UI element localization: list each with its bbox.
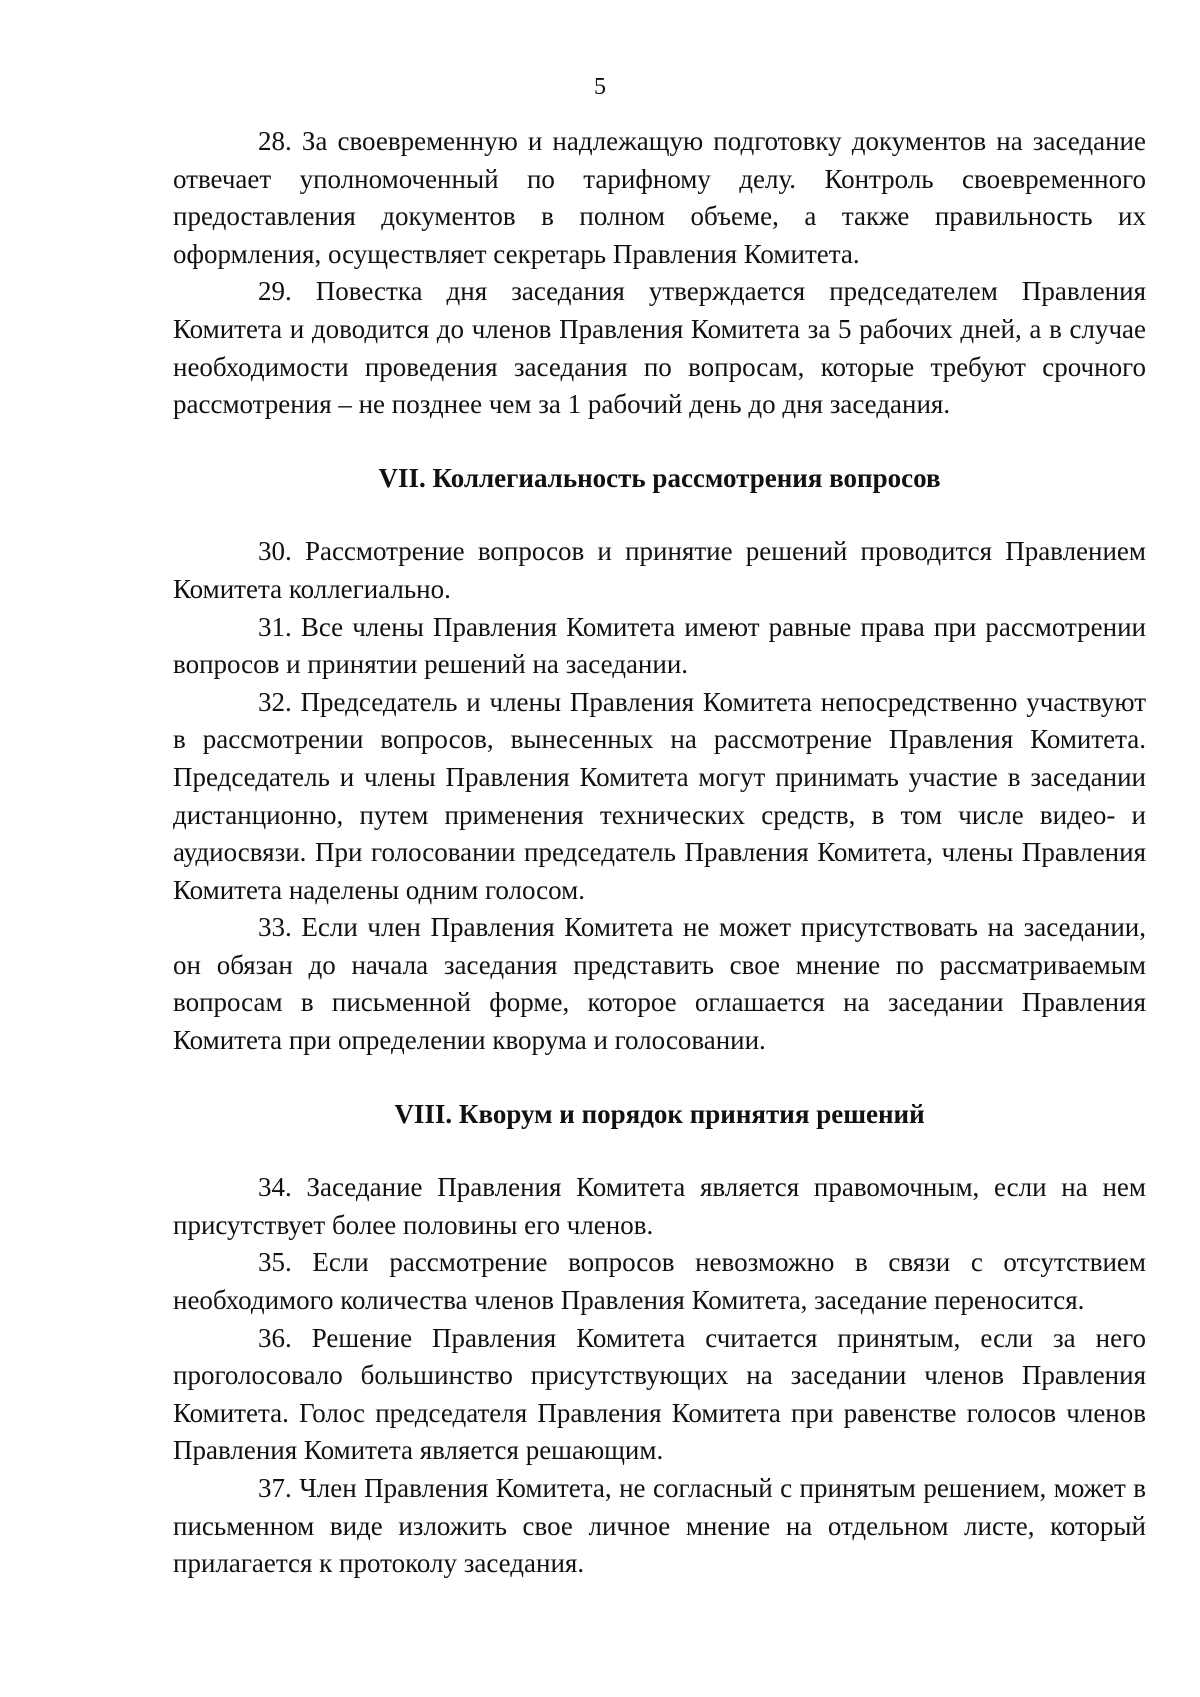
paragraph-35: 35. Если рассмотрение вопросов невозможно в связи с отсутствием необходимого количества членов Правления Комитета, заседание переносится. [173,1247,1146,1316]
paragraph-37: 37. Член Правления Комитета, не согласный с принятым решением, может в письменном виде изложить свое личное мнение на отдельном листе, который прилагается к протоколу заседания. [173,1473,1146,1579]
paragraph-29: 29. Повестка дня заседания утверждается председателем Правления Комитета и доводится до членов Правления Комитета за 5 рабочих дней, а в случае необходимости проведения заседания по вопросам, которые требуют срочного рассмотрения – не позднее чем за 1 рабочий день до дня заседания. [173,276,1146,420]
section-heading-vii: VII. Коллегиальность рассмотрения вопросов [378,462,941,493]
document-body [173,123,1146,1583]
paragraph-36: 36. Решение Правления Комитета считается принятым, если за него проголосовало большинство присутствующих на заседании членов Правления Комитета. Голос председателя Правления Комитета при равенстве голосов членов Правления Комитета является решающим. [173,1322,1146,1466]
page-number: 5 [594,74,606,100]
paragraph-33: 33. Если член Правления Комитета не может присутствовать на заседании, он обязан до начала заседания представить свое мнение по рассматриваемым вопросам в письменной форме, которое оглашается на заседании Правления Комитета при определении кворума и голосовании. [173,912,1146,1056]
paragraph-32: 32. Председатель и члены Правления Комитета непосредственно участвуют в рассмотрении вопросов, вынесенных на рассмотрение Правления Комитета. Председатель и члены Правления Комитета могут принимать участие в заседании дистанционно, путем применения технических средств, в том числе видео- и аудиосвязи. При голосовании председатель Правления Комитета, члены Правления Комитета наделены одним голосом. [173,686,1146,905]
paragraph-28: 28. За своевременную и надлежащую подготовку документов на заседание отвечает уполномоченный по тарифному делу. Контроль своевременного предоставления документов в полном объеме, а также правильность их оформления, осуществляет секретарь Правления Комитета. [173,126,1146,269]
section-heading-viii: VIII. Кворум и порядок принятия решений [394,1098,925,1129]
paragraph-34: 34. Заседание Правления Комитета является правомочным, если на нем присутствует более половины его членов. [173,1172,1146,1240]
paragraph-31: 31. Все члены Правления Комитета имеют равные права при рассмотрении вопросов и принятии решений на заседании. [173,611,1146,680]
paragraph-30: 30. Рассмотрение вопросов и принятие решений проводится Правлением Комитета коллегиально. [173,536,1146,604]
